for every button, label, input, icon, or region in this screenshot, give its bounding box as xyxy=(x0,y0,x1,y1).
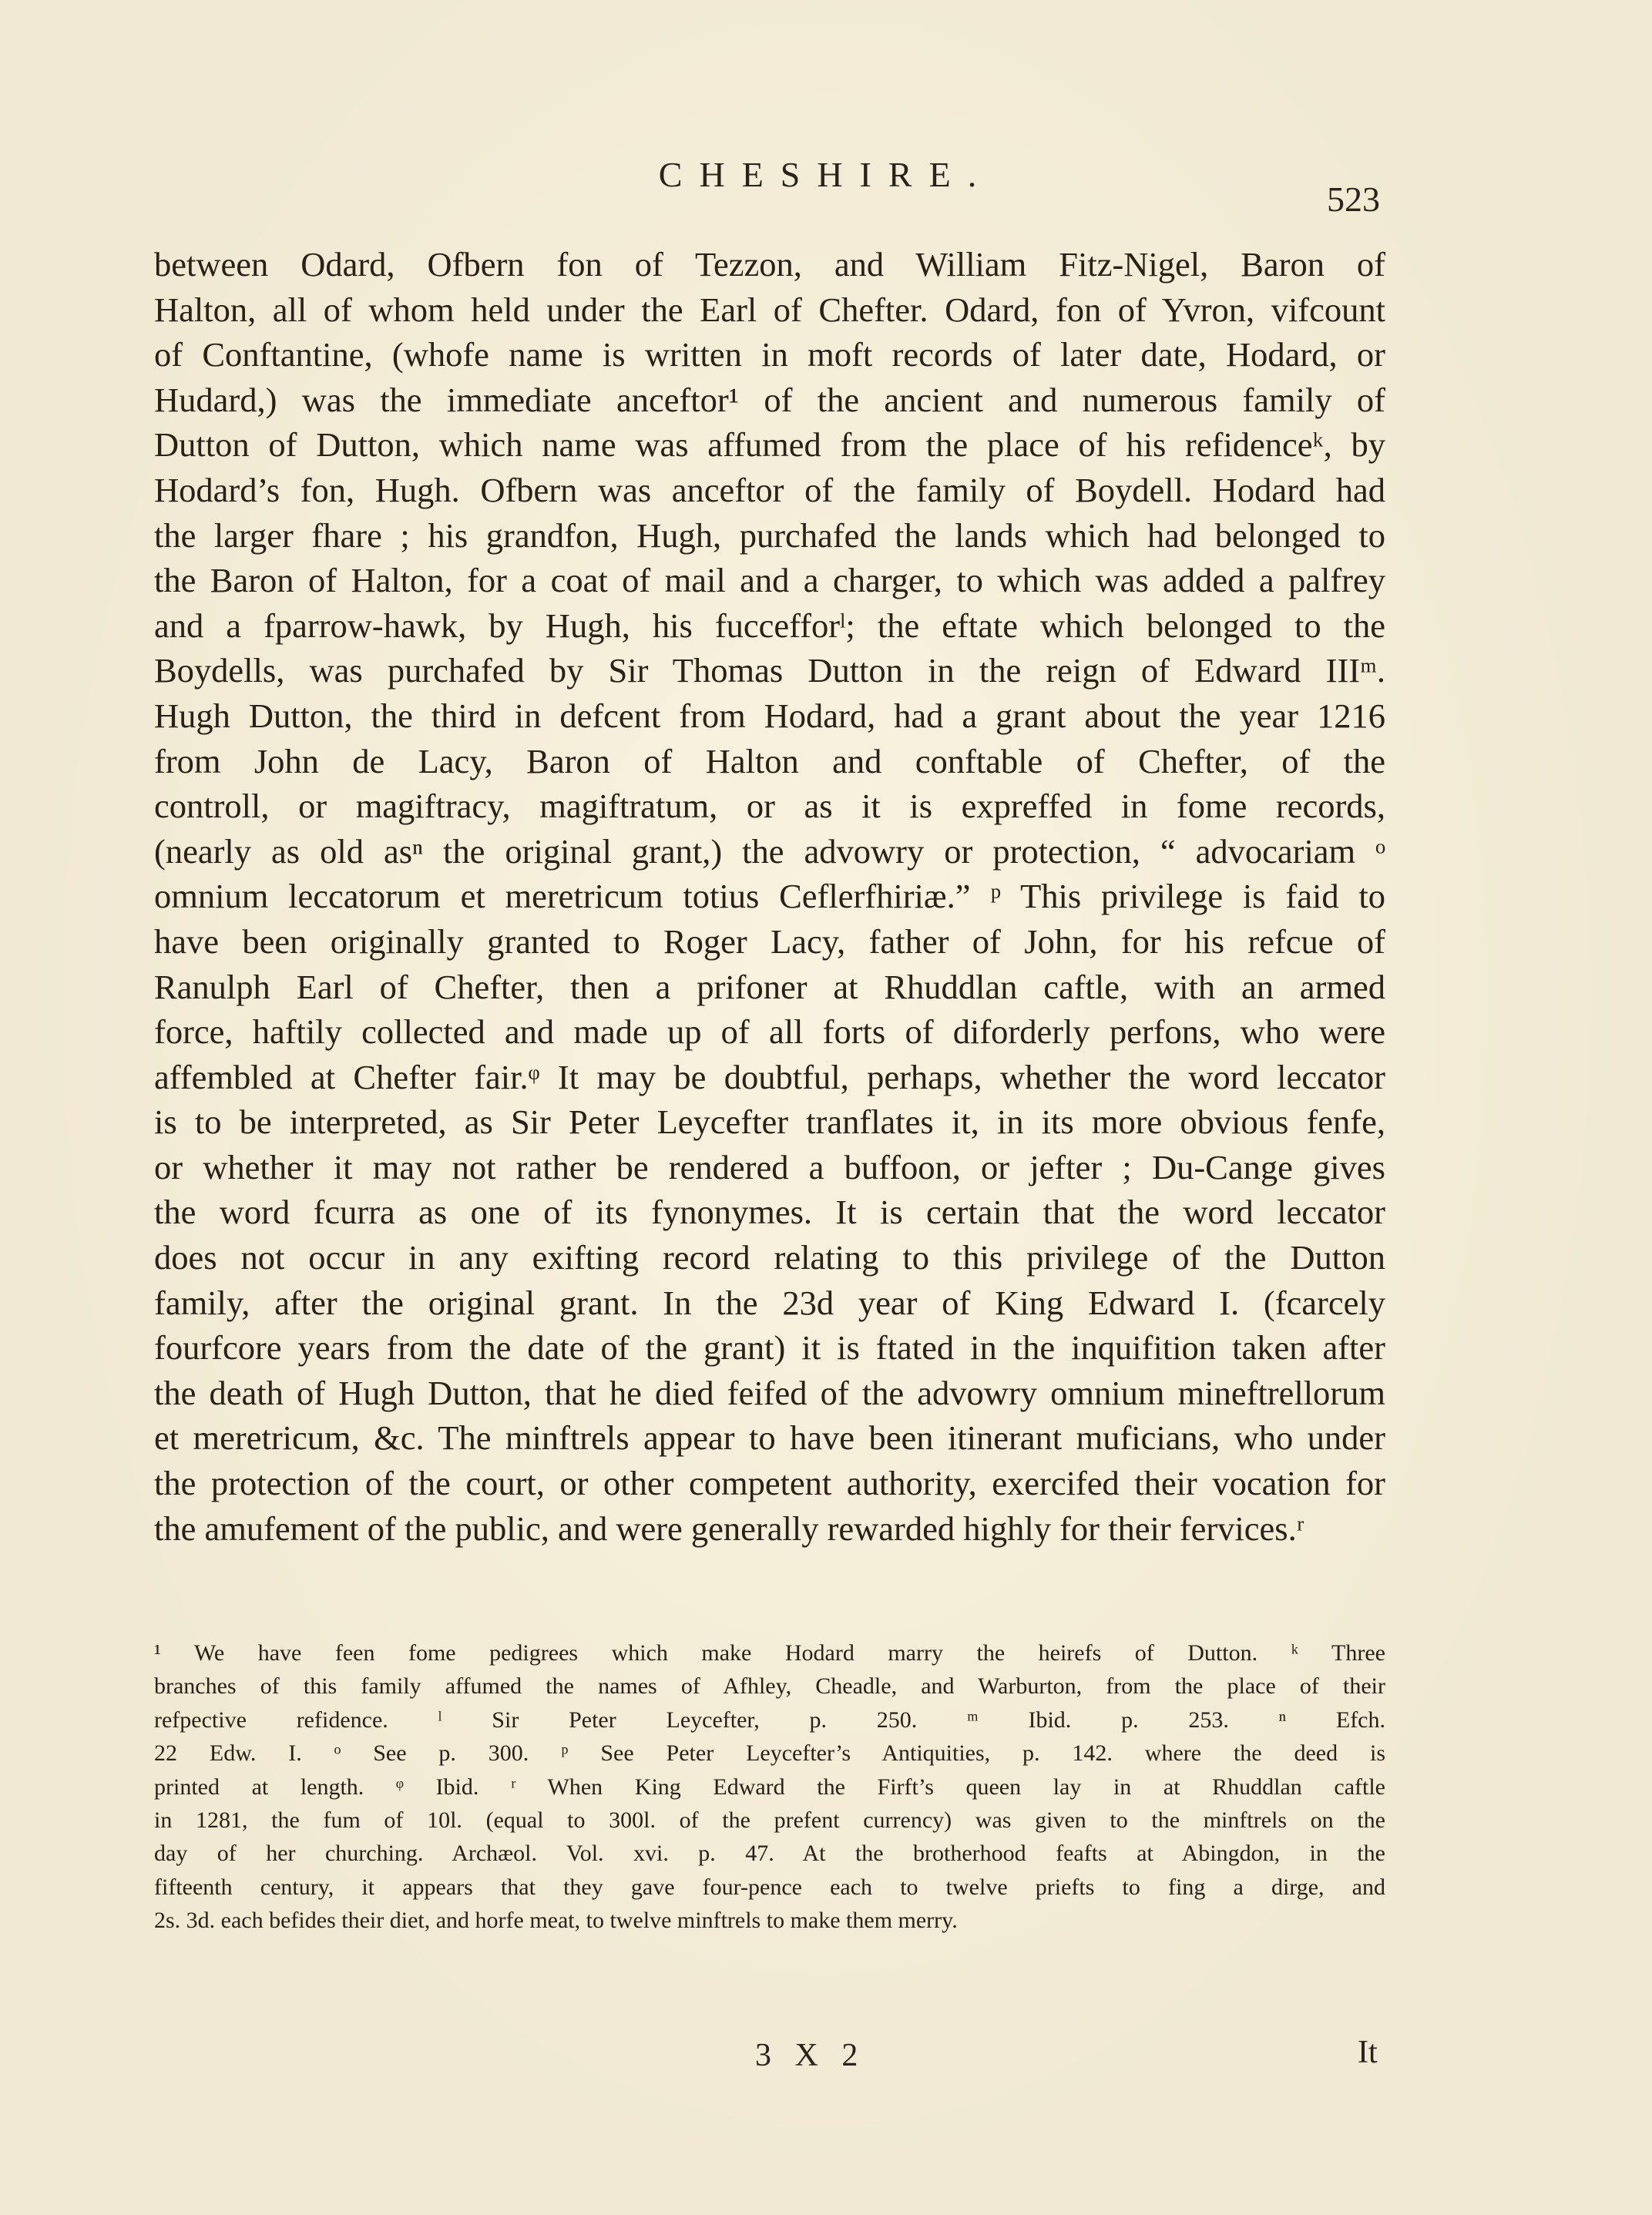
body-line: family, after the original grant. In the 23d year of King Edward I. (fcarcely xyxy=(154,1283,1385,1322)
body-line: of Conftantine, (whofe name is written in moft records of later date, Hodard, or xyxy=(154,335,1385,374)
body-line: between Odard, Ofbern fon of Tezzon, and William Fitz-Nigel, Baron of xyxy=(154,245,1385,284)
body-text xyxy=(154,242,1385,1551)
body-line: fourfcore years from the date of the grant) it is ftated in the inquifition taken after xyxy=(154,1328,1385,1368)
body-line: et meretricum, &c. The minftrels appear to have been itinerant muficians, who under xyxy=(154,1418,1385,1458)
body-line: affembled at Chefter fair.ᵠ It may be doubtful, perhaps, whether the word leccator xyxy=(154,1057,1385,1096)
body-line: Hugh Dutton, the third in defcent from Hodard, had a grant about the year 1216 xyxy=(154,696,1385,735)
body-line: Dutton of Dutton, which name was affumed from the place of his refidenceᵏ, by xyxy=(154,425,1385,465)
body-line: the word fcurra as one of its fynonymes. It is certain that the word leccator xyxy=(154,1193,1385,1232)
body-line: omnium leccatorum et meretricum totius Ceflerfhiriæ.” ᵖ This privilege is faid to xyxy=(154,877,1385,916)
body-line: the larger fhare ; his grandfon, Hugh, purchafed the lands which had belonged to xyxy=(154,515,1385,555)
footnote-line: printed at length. ᵠ Ibid. ʳ When King Edward the Firft’s queen lay in at Rhuddlan caftle xyxy=(154,1774,1385,1800)
body-line: controll, or magiftracy, magiftratum, or as it is expreffed in fome records, xyxy=(154,787,1385,826)
body-line: force, haftily collected and made up of all forts of diforderly perfons, who were xyxy=(154,1012,1385,1052)
body-line: from John de Lacy, Baron of Halton and conftable of Chefter, of the xyxy=(154,741,1385,780)
body-line: (nearly as old asⁿ the original grant,) the advowry or protection, “ advocariam ᵒ xyxy=(154,831,1385,871)
footnote-line: 2s. 3d. each befides their diet, and horfe meat, to twelve minftrels to make them merry. xyxy=(154,1908,958,1934)
catchword: It xyxy=(1358,2035,1378,2070)
footnotes xyxy=(154,1636,1385,1938)
footnote-line: branches of this family affumed the names of Afhley, Cheadle, and Warburton, from the place of their xyxy=(154,1673,1385,1700)
footnote-line: ¹ We have feen fome pedigrees which make Hodard marry the heirefs of Dutton. ᵏ Three xyxy=(154,1640,1385,1666)
body-line: Hodard’s fon, Hugh. Ofbern was anceftor of the family of Boydell. Hodard had xyxy=(154,470,1385,509)
body-line: the Baron of Halton, for a coat of mail and a charger, to which was added a palfrey xyxy=(154,561,1385,600)
running-head: CHESHIRE. xyxy=(658,155,994,194)
body-line: Boydells, was purchafed by Sir Thomas Dutton in the reign of Edward IIIᵐ. xyxy=(154,651,1385,690)
body-line: is to be interpreted, as Sir Peter Leycefter tranflates it, in its more obvious fenfe, xyxy=(154,1102,1385,1142)
body-line: and a fparrow-hawk, by Hugh, his fuccefforˡ; the eftate which belonged to the xyxy=(154,606,1385,645)
footnote-line: fifteenth century, it appears that they gave four-pence each to twelve priefts to fing a dirge, and xyxy=(154,1874,1385,1900)
body-line: Hudard,) was the immediate anceftor¹ of the ancient and numerous family of xyxy=(154,380,1385,419)
footnote-line: in 1281, the fum of 10l. (equal to 300l. of the prefent currency) was given to the minftrels on the xyxy=(154,1807,1385,1834)
body-line: Ranulph Earl of Chefter, then a prifoner at Rhuddlan caftle, with an armed xyxy=(154,967,1385,1006)
page-number: 523 xyxy=(1327,180,1380,219)
body-line: the protection of the court, or other competent authority, exercifed their vocation for xyxy=(154,1464,1385,1503)
body-line: have been originally granted to Roger Lacy, father of John, for his refcue of xyxy=(154,921,1385,961)
body-line: Halton, all of whom held under the Earl of Chefter. Odard, fon of Yvron, vifcount xyxy=(154,290,1385,329)
body-line: the amufement of the public, and were generally rewarded highly for their fervices.ʳ xyxy=(154,1509,1304,1548)
body-line: the death of Hugh Dutton, that he died feifed of the advowry omnium mineftrellorum xyxy=(154,1373,1385,1412)
footnote-line: day of her churching. Archæol. Vol. xvi. p. 47. At the brotherhood feafts at Abingdon, in the xyxy=(154,1841,1385,1867)
body-line: does not occur in any exifting record relating to this privilege of the Dutton xyxy=(154,1238,1385,1277)
footnote-line: 22 Edw. I. ᵒ See p. 300. ᵖ See Peter Leycefter’s Antiquities, p. 142. where the deed is xyxy=(154,1740,1385,1767)
body-line: or whether it may not rather be rendered a buffoon, or jefter ; Du-Cange gives xyxy=(154,1147,1385,1186)
signature-mark: 3 X 2 xyxy=(755,2038,866,2073)
footnote-line: refpective refidence. ˡ Sir Peter Leycefter, p. 250. ᵐ Ibid. p. 253. ⁿ Efch. xyxy=(154,1707,1385,1733)
